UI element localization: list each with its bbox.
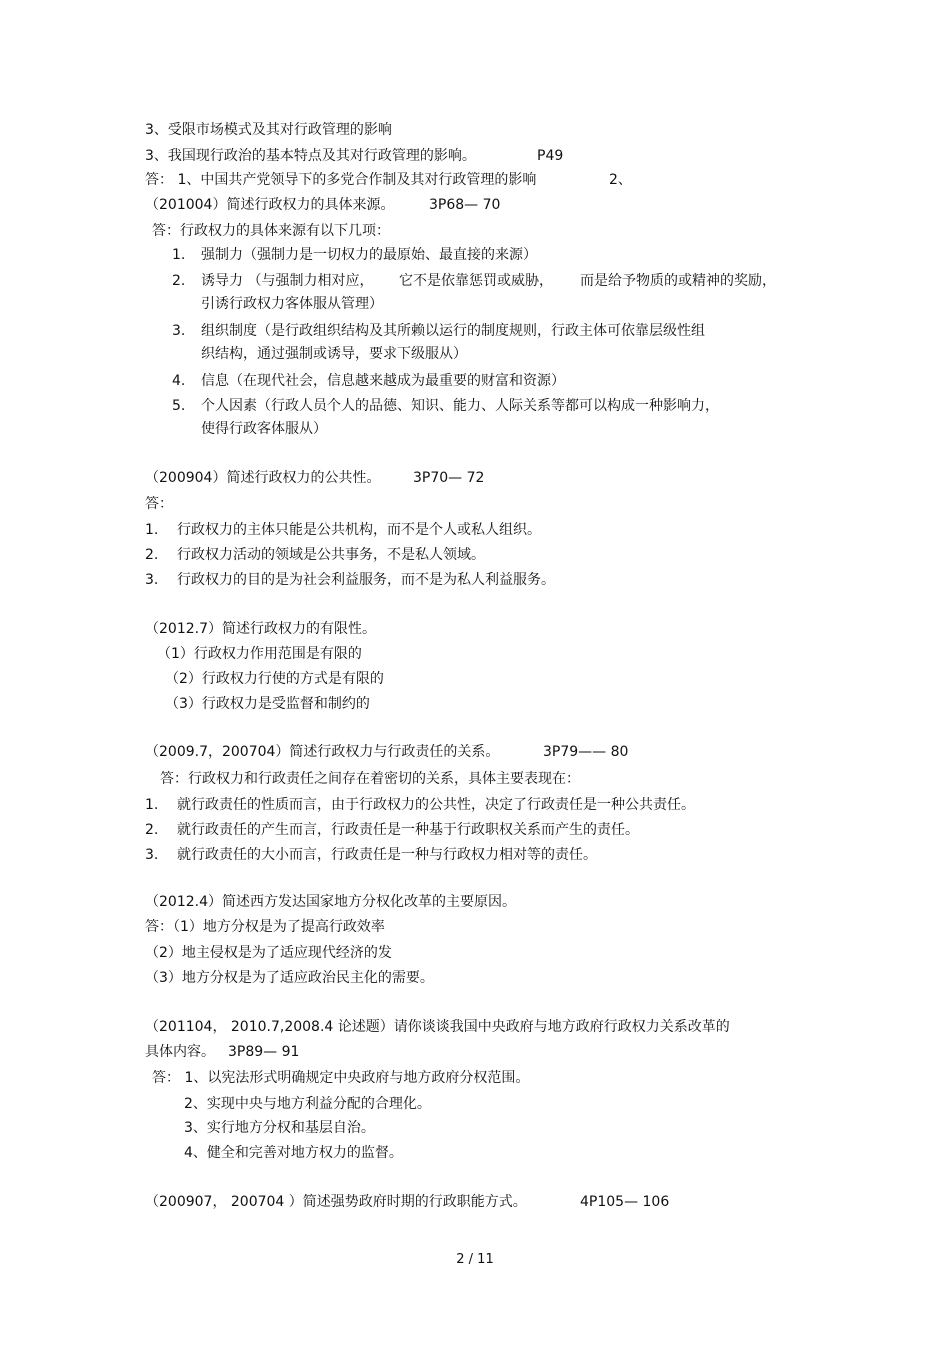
list-item: （3）地方分权是为了适应政治民主化的需要。 xyxy=(145,970,434,986)
list-item: 4、健全和完善对地方权力的监督。 xyxy=(184,1145,403,1161)
question-heading-continuation: 具体内容。 xyxy=(145,1044,215,1060)
question-heading: （200904）简述行政权力的公共性。 xyxy=(145,470,381,486)
text-line: 3、受限市场模式及其对行政管理的影响 xyxy=(145,122,392,138)
list-number: 2. xyxy=(172,273,186,289)
text-fragment: 2、 xyxy=(609,172,632,188)
answer-line: 答： 1、中国共产党领导下的多党合作制及其对行政管理的影响 xyxy=(145,172,537,188)
list-item: （1）行政权力作用范围是有限的 xyxy=(157,646,362,662)
list-item: 就行政责任的产生而言，行政责任是一种基于行政职权关系而产生的责任。 xyxy=(177,822,639,838)
question-heading: （201004）简述行政权力的具体来源。 xyxy=(145,197,395,213)
list-item: 诱导力 （与强制力相对应， xyxy=(201,273,374,289)
list-item: 组织制度（是行政组织结构及其所赖以运行的制度规则，行政主体可依靠层级性组 xyxy=(201,323,705,339)
answer-line: 答：行政权力和行政责任之间存在着密切的关系，具体主要表现在： xyxy=(160,771,580,787)
list-item: （2）行政权力行使的方式是有限的 xyxy=(165,671,384,687)
list-number: 2. xyxy=(145,822,159,838)
page-reference: 3P79—— 80 xyxy=(543,744,629,760)
list-item: （3）行政权力是受监督和制约的 xyxy=(165,696,370,712)
list-number: 1. xyxy=(145,797,159,813)
page-reference: 3P70— 72 xyxy=(413,470,485,486)
list-item-fragment: 而是给予物质的或精神的奖励， xyxy=(580,273,776,289)
page-reference: P49 xyxy=(537,148,564,164)
answer-line: 答： xyxy=(145,496,173,512)
list-item: 个人因素（行政人员个人的品德、知识、能力、人际关系等都可以构成一种影响力， xyxy=(201,398,719,414)
list-item: 就行政责任的大小而言，行政责任是一种与行政权力相对等的责任。 xyxy=(177,847,597,863)
list-number: 2. xyxy=(145,547,159,563)
list-item-continuation: 使得行政客体服从） xyxy=(201,421,327,437)
question-heading: （2012.4）简述西方发达国家地方分权化改革的主要原因。 xyxy=(145,894,516,910)
list-number: 4. xyxy=(172,373,186,389)
list-item: 答： 1、以宪法形式明确规定中央政府与地方政府分权范围。 xyxy=(152,1070,530,1086)
question-heading: （2009.7，200704）简述行政权力与行政责任的关系。 xyxy=(145,744,500,760)
list-item-continuation: 引诱行政权力客体服从管理） xyxy=(201,296,383,312)
list-item: 信息（在现代社会，信息越来越成为最重要的财富和资源） xyxy=(201,373,565,389)
list-item: 答：（1）地方分权是为了提高行政效率 xyxy=(145,919,385,935)
question-heading: （2012.7）简述行政权力的有限性。 xyxy=(145,621,376,637)
list-number: 1. xyxy=(172,247,186,263)
page-reference: 3P89— 91 xyxy=(228,1044,300,1060)
question-heading: （201104， 2010.7,2008.4 论述题）请你谈谈我国中央政府与地方政府行政权力关系改革的 xyxy=(145,1019,730,1035)
page-reference: 3P68— 70 xyxy=(429,197,501,213)
list-item-continuation: 织结构，通过强制或诱导，要求下级服从） xyxy=(201,346,467,362)
list-number: 5. xyxy=(172,398,186,414)
text-line: 3、我国现行政治的基本特点及其对行政管理的影响。 xyxy=(145,148,476,164)
list-item: 行政权力活动的领域是公共事务，不是私人领域。 xyxy=(177,547,485,563)
list-item-fragment: 它不是依靠惩罚或威胁， xyxy=(399,273,553,289)
list-number: 3. xyxy=(172,323,186,339)
list-item: 就行政责任的性质而言，由于行政权力的公共性，决定了行政责任是一种公共责任。 xyxy=(177,797,695,813)
list-item: 3、实行地方分权和基层自治。 xyxy=(184,1120,375,1136)
list-item: 行政权力的主体只能是公共机构，而不是个人或私人组织。 xyxy=(177,522,541,538)
list-number: 3. xyxy=(145,572,159,588)
answer-line: 答：行政权力的具体来源有以下几项： xyxy=(152,223,390,239)
page-reference: 4P105— 106 xyxy=(580,1194,670,1210)
list-item: 2、实现中央与地方利益分配的合理化。 xyxy=(184,1096,431,1112)
list-number: 3. xyxy=(145,847,159,863)
question-heading: （200907， 200704 ）简述强势政府时期的行政职能方式。 xyxy=(145,1194,527,1210)
list-number: 1. xyxy=(145,522,159,538)
page-number: 2 / 11 xyxy=(456,1252,494,1267)
list-item: 行政权力的目的是为社会利益服务，而不是为私人利益服务。 xyxy=(177,572,555,588)
list-item: 强制力（强制力是一切权力的最原始、最直接的来源） xyxy=(201,247,537,263)
list-item: （2）地主侵权是为了适应现代经济的发 xyxy=(145,945,392,961)
